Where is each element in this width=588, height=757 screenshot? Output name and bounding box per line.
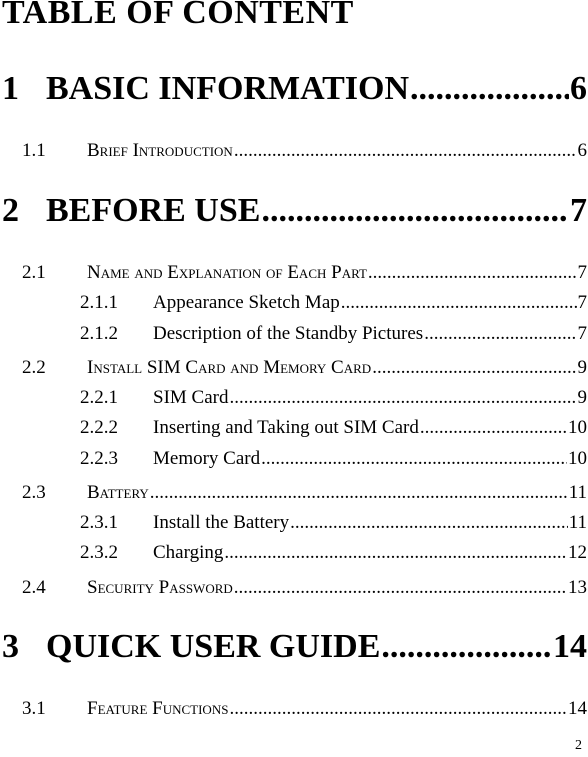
toc-entry-memory-card[interactable] xyxy=(80,448,587,470)
entry-page: 11 xyxy=(568,482,587,503)
entry-number: 2.1.2 xyxy=(80,323,118,344)
toc-title: TABLE OF CONTENT xyxy=(2,0,354,31)
toc-entry-inserting-sim-card[interactable] xyxy=(80,417,587,439)
dot-leader xyxy=(381,628,552,666)
entry-label: QUICK USER GUIDE xyxy=(46,628,381,665)
dot-leader xyxy=(234,577,567,599)
entry-page: 7 xyxy=(577,323,587,344)
entry-label: Install SIM Card and Memory Card xyxy=(87,357,372,378)
toc-entry-install-sim-and-memory[interactable] xyxy=(22,357,587,379)
toc-entry-standby-pictures[interactable] xyxy=(80,323,587,345)
dot-leader xyxy=(420,417,567,439)
dot-leader xyxy=(150,482,568,504)
dot-leader xyxy=(372,357,576,379)
dot-leader xyxy=(229,387,576,409)
entry-page: 10 xyxy=(568,448,587,469)
dot-leader xyxy=(290,512,568,534)
entry-label: Memory Card xyxy=(153,448,261,469)
toc-entry-before-use[interactable] xyxy=(2,192,587,230)
entry-page: 13 xyxy=(568,577,587,598)
dot-leader xyxy=(368,262,577,284)
entry-page: 6 xyxy=(570,70,587,107)
dot-leader xyxy=(224,542,567,564)
entry-number: 2 xyxy=(2,192,19,229)
entry-page: 7 xyxy=(577,262,587,283)
entry-page: 7 xyxy=(577,292,587,313)
entry-page: 11 xyxy=(568,512,587,533)
toc-entry-sim-card[interactable] xyxy=(80,387,587,409)
entry-number: 2.2.3 xyxy=(80,448,118,469)
entry-number: 2.2 xyxy=(22,357,46,378)
entry-label: Security Password xyxy=(87,577,233,598)
toc-entry-install-battery[interactable] xyxy=(80,512,587,534)
entry-number: 2.3 xyxy=(22,482,46,503)
entry-page: 14 xyxy=(568,698,587,719)
dot-leader xyxy=(234,140,577,162)
dot-leader xyxy=(229,698,567,720)
entry-number: 2.4 xyxy=(22,577,46,598)
entry-number: 2.2.2 xyxy=(80,417,118,438)
entry-number: 1.1 xyxy=(22,140,46,161)
dot-leader xyxy=(261,192,569,230)
entry-number: 2.2.1 xyxy=(80,387,118,408)
entry-label: Feature Functions xyxy=(87,698,229,719)
entry-label: BASIC INFORMATION xyxy=(46,70,410,107)
toc-entry-brief-introduction[interactable] xyxy=(22,140,587,162)
toc-entry-name-and-explanation[interactable] xyxy=(22,262,587,284)
toc-entry-battery[interactable] xyxy=(22,482,587,504)
entry-number: 2.3.2 xyxy=(80,542,118,563)
entry-label: SIM Card xyxy=(153,387,229,408)
entry-page: 10 xyxy=(568,417,587,438)
entry-number: 2.1 xyxy=(22,262,46,283)
dot-leader xyxy=(424,323,576,345)
entry-page: 9 xyxy=(577,357,587,378)
entry-number: 2.3.1 xyxy=(80,512,118,533)
entry-label: Appearance Sketch Map xyxy=(153,292,340,313)
entry-page: 12 xyxy=(568,542,587,563)
entry-page: 6 xyxy=(577,140,587,161)
entry-number: 3 xyxy=(2,628,19,665)
entry-label: Battery xyxy=(87,482,149,503)
toc-entry-quick-user-guide[interactable] xyxy=(2,628,587,666)
entry-page: 9 xyxy=(577,387,587,408)
entry-number: 2.1.1 xyxy=(80,292,118,313)
entry-page: 14 xyxy=(553,628,587,665)
entry-label: Name and Explanation of Each Part xyxy=(87,262,367,283)
toc-entry-charging[interactable] xyxy=(80,542,587,564)
toc-entry-basic-information[interactable] xyxy=(2,70,587,108)
dot-leader xyxy=(341,292,577,314)
dot-leader xyxy=(410,70,569,108)
toc-entry-appearance-sketch-map[interactable] xyxy=(80,292,587,314)
entry-label: Charging xyxy=(153,542,224,563)
entry-label: Description of the Standby Pictures xyxy=(153,323,424,344)
dot-leader xyxy=(261,448,567,470)
page-number: 2 xyxy=(575,738,582,753)
entry-page: 7 xyxy=(570,192,587,229)
entry-label: BEFORE USE xyxy=(46,192,261,229)
entry-number: 1 xyxy=(2,70,19,107)
toc-entry-feature-functions[interactable] xyxy=(22,698,587,720)
toc-entry-security-password[interactable] xyxy=(22,577,587,599)
entry-label: Install the Battery xyxy=(153,512,290,533)
entry-label: Inserting and Taking out SIM Card xyxy=(153,417,419,438)
entry-number: 3.1 xyxy=(22,698,46,719)
entry-label: Brief Introduction xyxy=(87,140,233,161)
